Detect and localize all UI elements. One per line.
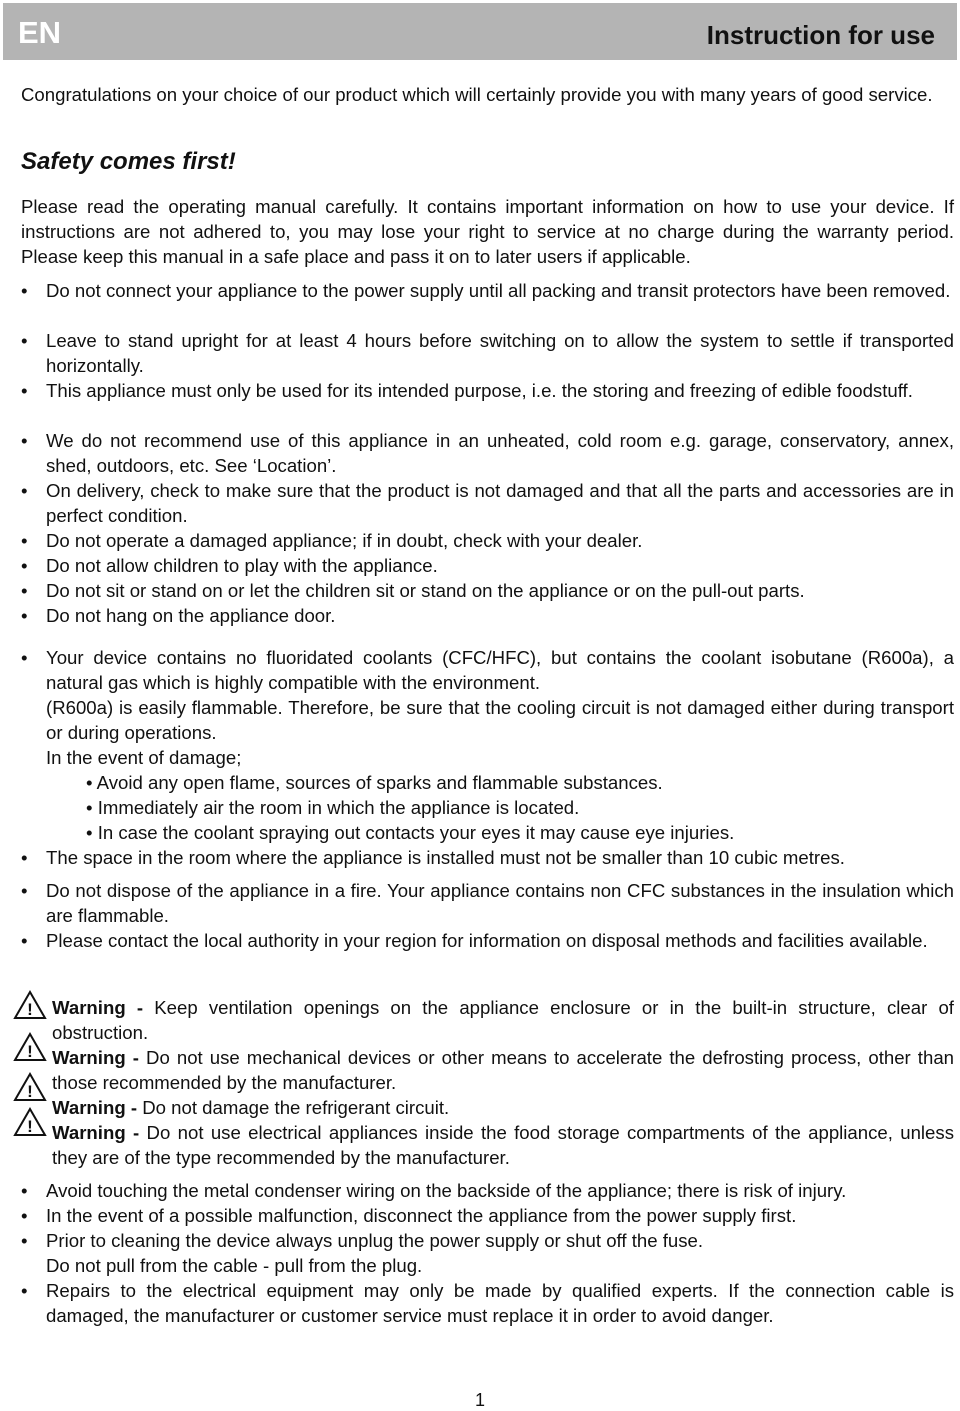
- warning-item: Warning - Do not use mechanical devices or other means to accelerate the defrosting process, other than those recommended by the manufacturer.: [52, 1047, 954, 1093]
- list-item: • Do not hang on the appliance door.: [21, 605, 336, 626]
- coolant-p2: (R600a) is easily flammable. Therefore, be sure that the cooling circuit is not damaged either during transport or during operations.: [46, 697, 954, 743]
- svg-text:!: !: [27, 1042, 33, 1061]
- list-item: • Avoid touching the metal condenser wiring on the backside of the appliance; there is risk of injury.: [21, 1180, 847, 1201]
- list-item: • On delivery, check to make sure that the product is not damaged and that all the parts and accessories are in perfect condition.: [21, 480, 954, 526]
- list-item: • In the event of a possible malfunction, disconnect the appliance from the power supply first.: [21, 1205, 797, 1226]
- list-item-continuation: Do not pull from the cable - pull from the plug.: [46, 1255, 423, 1276]
- svg-text:!: !: [27, 1117, 33, 1136]
- coolant-p1: Your device contains no fluoridated coolants (CFC/HFC), but contains the coolant isobutane (R600a), a natural gas which is highly compatible with the environment.: [46, 647, 954, 693]
- list-item: • We do not recommend use of this appliance in an unheated, cold room e.g. garage, conservatory, annex, shed, outdoors, etc. See ‘Location’.: [21, 430, 954, 476]
- warning-item: Warning - Keep ventilation openings on the appliance enclosure or in the built-in structure, clear of obstruction.: [52, 997, 954, 1043]
- warning-item: Warning - Do not damage the refrigerant circuit.: [52, 1097, 450, 1118]
- coolant-p3: In the event of damage;: [46, 747, 242, 768]
- svg-text:!: !: [27, 1000, 33, 1019]
- list-item: • Do not sit or stand on or let the children sit or stand on the appliance or on the pull-out parts.: [21, 580, 805, 601]
- coolant-item: • Your device contains no fluoridated coolants (CFC/HFC), but contains the coolant isobutane (R600a), a natural gas which is highly compatible with the environment. (R600a) is easily flammable. Therefore, be sure that the cooling circuit is not damaged either during transport or during operations. In the event of damage;: [21, 647, 954, 768]
- svg-text:!: !: [27, 1082, 33, 1101]
- list-item: • Repairs to the electrical equipment may only be made by qualified experts. If the connection cable is damaged, the manufacturer or customer service must replace it in order to avoid danger.: [21, 1280, 954, 1326]
- list-item: • This appliance must only be used for its intended purpose, i.e. the storing and freezing of edible foodstuff.: [21, 380, 913, 401]
- list-item: • Please contact the local authority in your region for information on disposal methods and facilities available.: [21, 930, 928, 951]
- list-item: • The space in the room where the appliance is installed must not be smaller than 10 cubic metres.: [21, 847, 845, 868]
- coolant-sub-item: • Avoid any open flame, sources of sparks and flammable substances.: [86, 772, 663, 793]
- page-number: 1: [474, 1390, 485, 1410]
- intro-paragraph: Congratulations on your choice of our product which will certainly provide you with many years of good service.: [21, 84, 933, 105]
- header-bar: [3, 3, 957, 60]
- warning-item: Warning - Do not use electrical appliances inside the food storage compartments of the appliance, unless they are of the type recommended by the manufacturer.: [52, 1122, 954, 1168]
- safety-paragraph: Please read the operating manual carefully. It contains important information on how to use your device. If instructions are not adhered to, you may lose your right to service at no charge during the warranty period. Please keep this manual in a safe place and pass it on to later users if applicable.: [21, 196, 954, 267]
- list-item: • Prior to cleaning the device always unplug the power supply or shut off the fuse.: [21, 1230, 704, 1251]
- list-item: • Do not operate a damaged appliance; if in doubt, check with your dealer.: [21, 530, 643, 551]
- safety-heading: Safety comes first!: [21, 148, 236, 175]
- page-title: Instruction for use: [706, 20, 935, 50]
- list-item: • Do not dispose of the appliance in a fire. Your appliance contains non CFC substances in the insulation which are flammable.: [21, 880, 954, 926]
- coolant-sub-item: • In case the coolant spraying out contacts your eyes it may cause eye injuries.: [86, 822, 735, 843]
- coolant-sub-item: • Immediately air the room in which the appliance is located.: [86, 797, 580, 818]
- list-item: • Do not allow children to play with the appliance.: [21, 555, 438, 576]
- language-code: EN: [18, 15, 62, 50]
- list-item: • Do not connect your appliance to the power supply until all packing and transit protectors have been removed.: [21, 280, 951, 301]
- list-item: • Leave to stand upright for at least 4 hours before switching on to allow the system to settle if transported horizontally.: [21, 330, 954, 376]
